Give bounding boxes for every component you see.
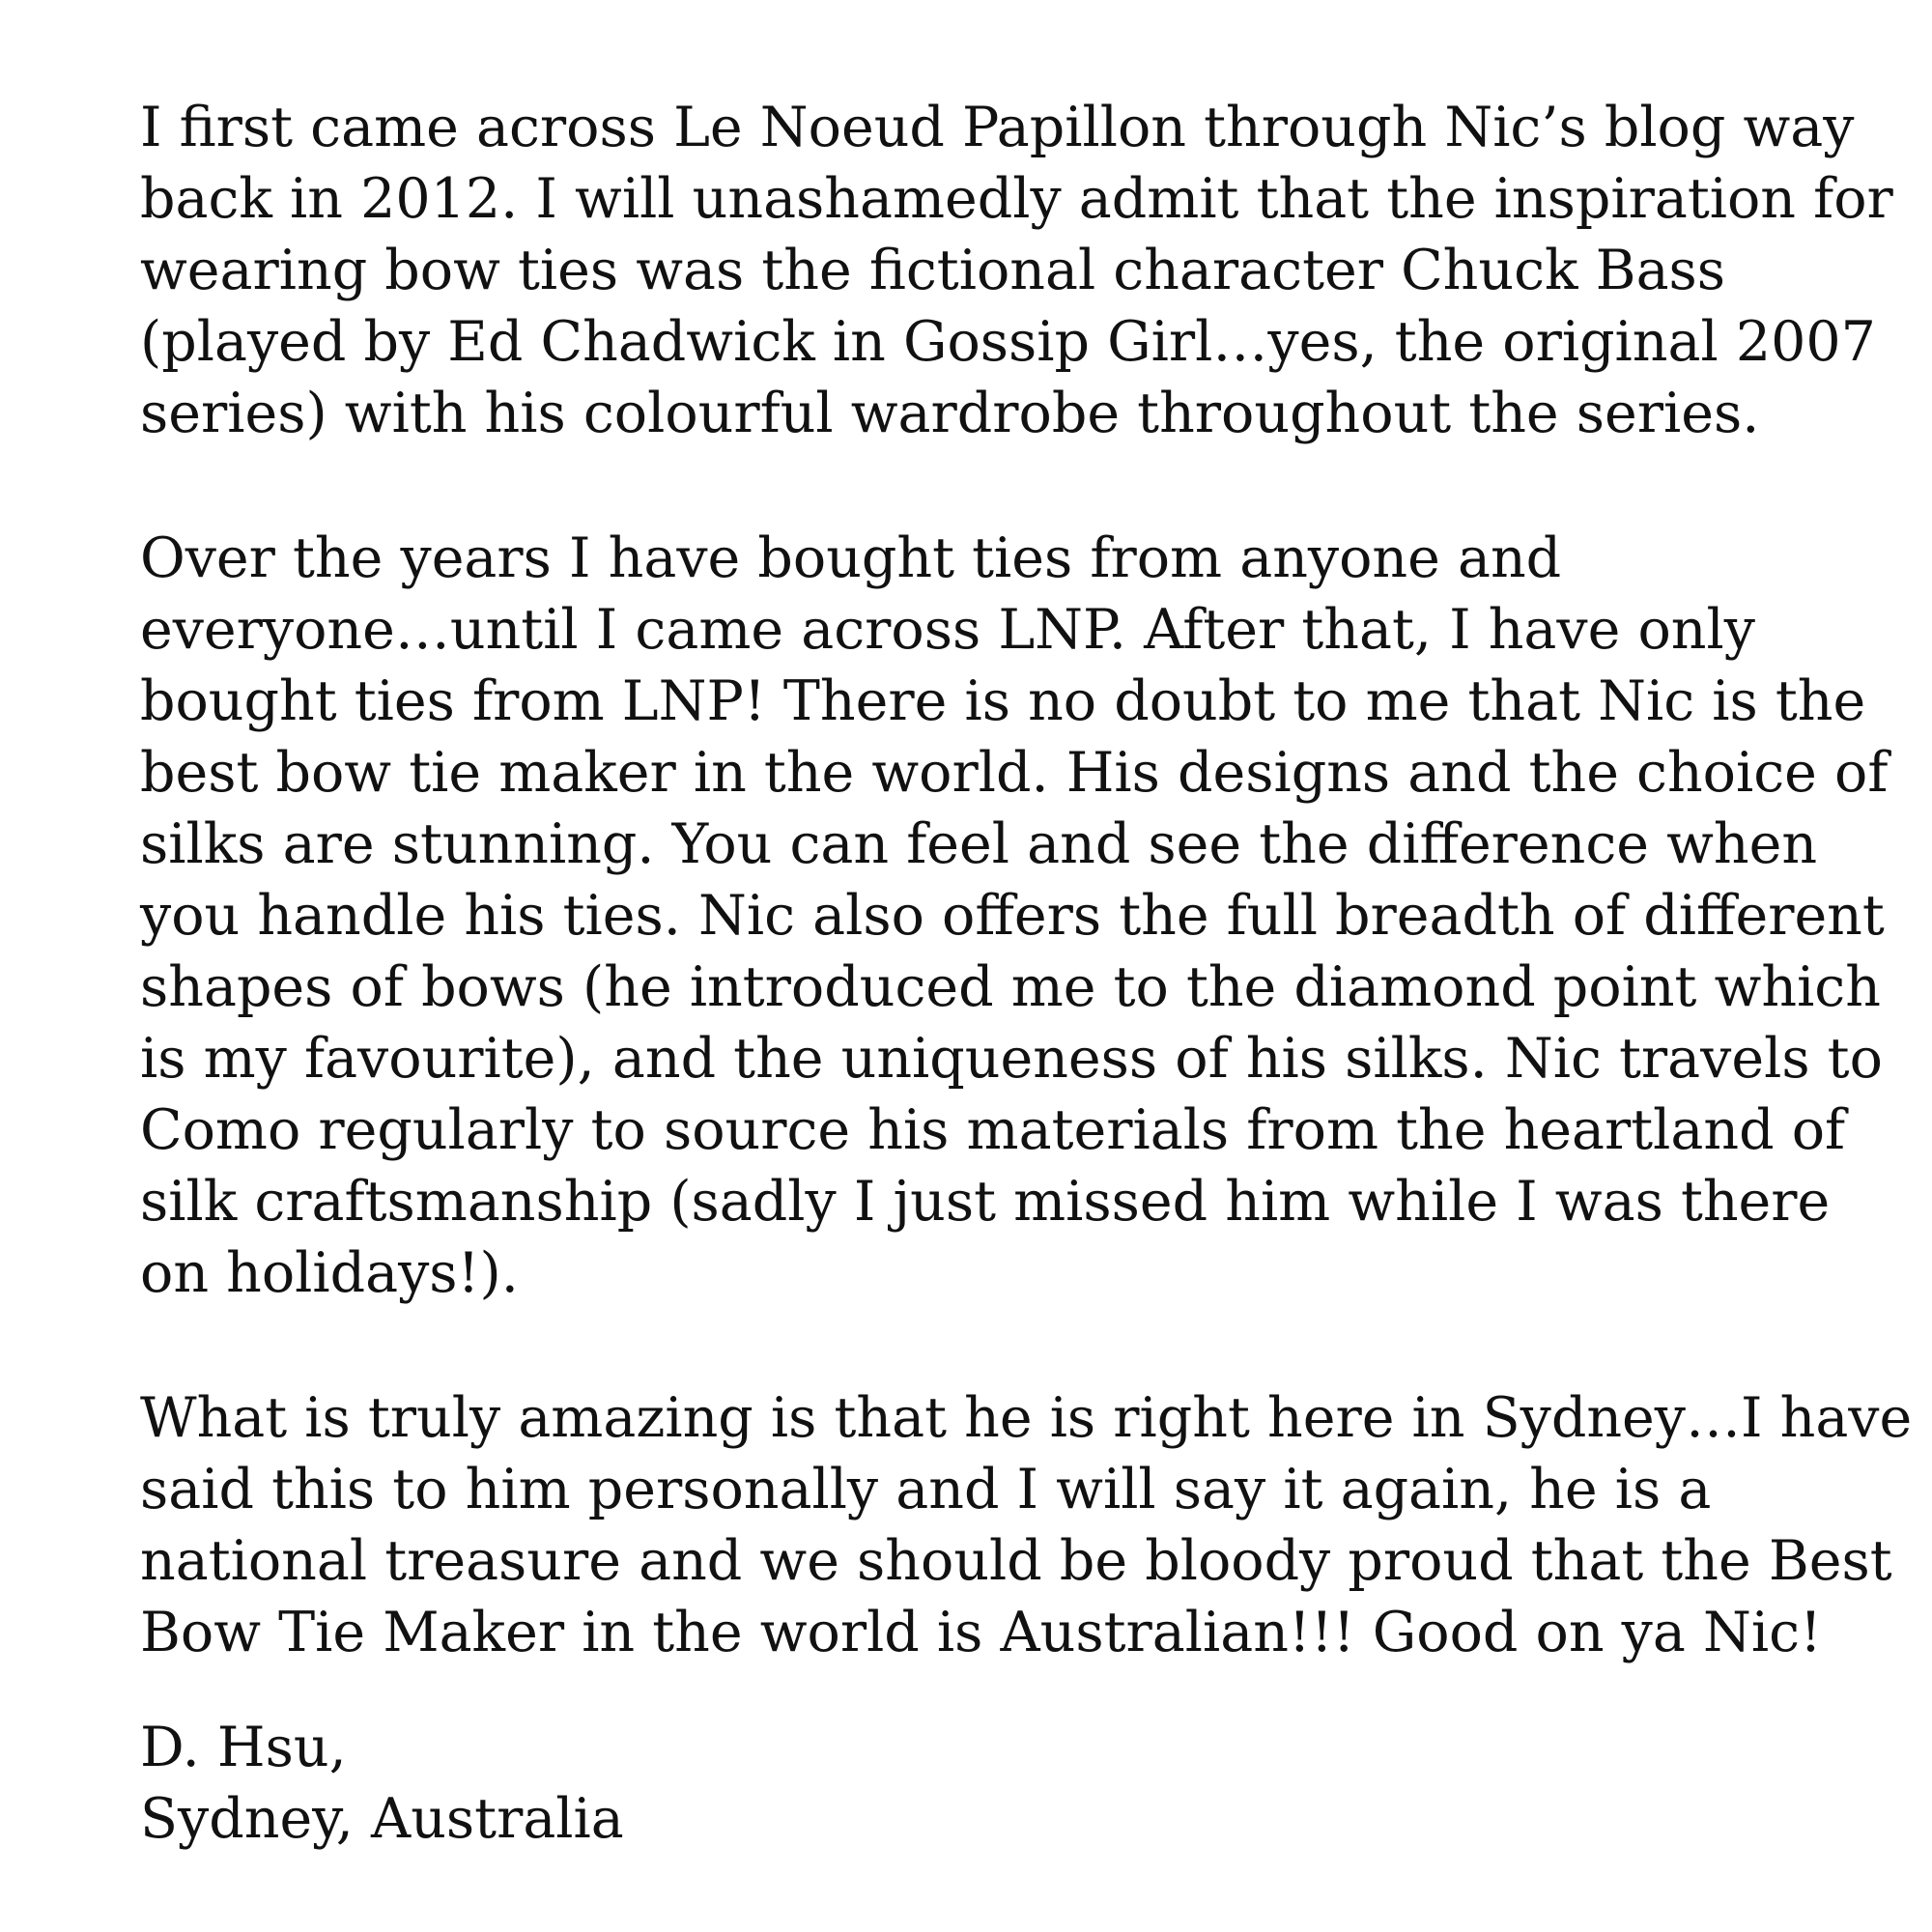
paragraph-conclusion [140, 1382, 1913, 1668]
text-line: is my favourite), and the uniqueness of his silks. Nic travels to [140, 1027, 1883, 1091]
signature-name: D. Hsu, [140, 1716, 347, 1779]
text-line: said this to him personally and I will say it again, he is a [140, 1458, 1712, 1521]
signature-location: Sydney, Australia [140, 1787, 624, 1851]
text-line: Over the years I have bought ties from anyone and [140, 526, 1562, 590]
text-line: Bow Tie Maker in the world is Australian!!! Good on ya Nic! [140, 1601, 1822, 1664]
text-line: shapes of bows (he introduced me to the diamond point which [140, 955, 1881, 1019]
text-line: on holidays!). [140, 1241, 519, 1305]
text-line: series) with his colourful wardrobe throughout the series. [140, 382, 1760, 445]
text-line: Como regularly to source his materials from the heartland of [140, 1098, 1846, 1162]
testimonial-text [140, 92, 1913, 1855]
text-line: best bow tie maker in the world. His designs and the choice of [140, 741, 1889, 805]
text-line: (played by Ed Chadwick in Gossip Girl…yes, the original 2007 [140, 310, 1876, 374]
text-line: everyone…until I came across LNP. After that, I have only [140, 598, 1755, 662]
text-line: back in 2012. I will unashamedly admit that the inspiration for [140, 167, 1893, 231]
text-line: silks are stunning. You can feel and see the difference when [140, 812, 1818, 876]
text-line: What is truly amazing is that he is right here in Sydney…I have [140, 1386, 1913, 1450]
text-line: bought ties from LNP! There is no doubt to me that Nic is the [140, 669, 1866, 733]
text-line: silk craftsmanship (sadly I just missed him while I was there [140, 1170, 1831, 1234]
signature-block [140, 1712, 1840, 1855]
paragraph-experience [140, 523, 1889, 1309]
paragraph-intro [140, 92, 1893, 449]
text-line: national treasure and we should be bloody proud that the Best [140, 1529, 1892, 1593]
text-line: I first came across Le Noeud Papillon through Nic’s blog way [140, 96, 1855, 159]
text-line: you handle his ties. Nic also offers the full breadth of different [140, 884, 1885, 948]
text-line: wearing bow ties was the fictional character Chuck Bass [140, 239, 1726, 302]
